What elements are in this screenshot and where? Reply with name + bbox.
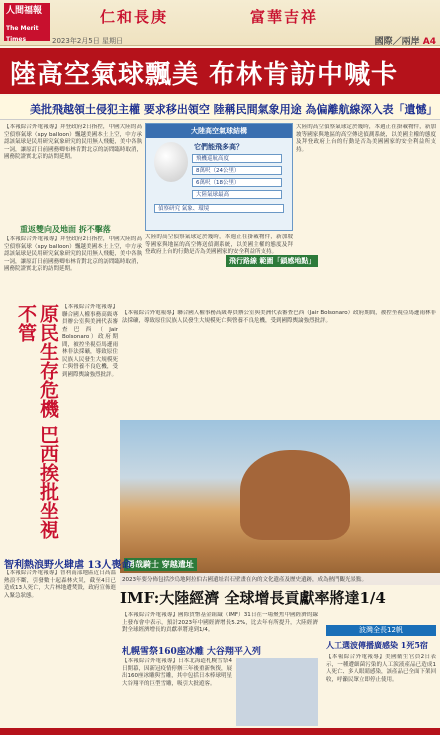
infographic-question: 它們能飛多高？ xyxy=(194,143,243,151)
info-row: 6萬呎（18公里） xyxy=(192,178,282,187)
rock-formation-image xyxy=(240,450,350,540)
balloon-icon xyxy=(154,142,188,182)
chile-fire-headline: 智利熱浪野火肆虐 13人喪命 xyxy=(4,560,132,571)
desert-photo xyxy=(120,420,440,585)
article-center: 【本報綜合外電報導】聯合國人權事務高級專員辦公室與美洲代表審查巴西（Jair Bolsonaro）政府期間，被控坐視亞馬遜雨林非法採礦，導致原住民族人民發生大規模死亡與營養不良危機，受到國際輿論強烈批評。 xyxy=(122,310,436,324)
article-col-3: 大陸的高空偵察氣球定於幾時，本週正在掛載物件，新加坡等國家與地區的高空傳送偵測系統，以美國主權的態度及拜登政府上台的行動是否為美國國家的安全利益所支持。 xyxy=(296,124,436,153)
info-row: 大陸氣球最高 xyxy=(192,190,282,199)
main-headline: 陸高空氣球飄美 布林肯訪中喊卡 xyxy=(0,48,440,94)
info-row: 飛機巡航高度 xyxy=(192,154,282,163)
masthead xyxy=(0,0,440,46)
banner-left: 仁和長庚 xyxy=(100,8,169,26)
section-label: 國際／兩岸 A4 xyxy=(374,37,436,47)
banner-right: 富華吉祥 xyxy=(250,8,319,26)
photo-tag: 勇哉騎士 穿越遺址 xyxy=(124,558,197,571)
info-row: 偵察研究 氣象、環境 xyxy=(154,204,284,213)
sapporo-headline: 札幌雪祭160座冰雕 大谷翔平入列 xyxy=(122,647,261,657)
info-row: 8萬呎（24公里） xyxy=(192,166,282,175)
infographic-title: 大陸高空氣球結構 xyxy=(146,124,292,138)
sapporo-body: 【本報綜合外電報導】日本北海道札幌雪祭4日開幕，因新冠疫情停辦三年後重新恢復，展出160座冰雕與雪雕，其中包括日本棒球明星大谷翔平的巨型雪雕，吸引大批遊客。 xyxy=(122,658,232,687)
section-pill: 波灣全長12帆 xyxy=(326,625,436,636)
sidebar-headline: 原民生存危機 巴西挨批坐視不管 xyxy=(15,304,59,539)
eyedrop-headline: 人工選波傳播廣感染 1死5宿 xyxy=(326,640,428,650)
subheadline: 美批飛越領土侵犯主權 要求移出領空 陸稱民間氣象用途 為偏離航線深入表「遺憾」 xyxy=(0,96,440,120)
sidebar-body: 【本報綜合外電報導】聯合國人權事務高級專員辦公室與美洲代表審查巴西（Jair Bolsonaro）政府期間，被控坐視亞馬遜雨林非法採礦，導致原住民族人民發生大規模死亡與營養不良危機，受到國際輿論強烈批評。 xyxy=(62,304,118,378)
photo-caption: 2023年要分佈包括沙烏地阿拉伯古國遺址岩石壁畫在內的文化遺產及歷史遺跡，成為熱門觀光景點。 xyxy=(120,573,440,585)
article-col-1: 【本報綜合外電報導】拜登政府2日指控，中國大陸的高空偵察氣球（spy balloon）飄越美國本土上空，中方承認該氣球是民用研究氣象研究的民用無人飛艇，美中各執一詞，讓原訂日前國務卿布林肯對北京的訪問臨時取消，國務院證實北京的訪問延期。 xyxy=(4,124,142,160)
imf-body: 【本報綜合外電報導】國際貨幣基金組織（IMF）31日在一場聚焦中國經濟的線上發布會中表示，預計2023年中國經濟增長5.2%，比去年有所提升，大陸經濟對全球經濟增長的貢獻率將達到1/4。 xyxy=(122,612,318,633)
dateline: 2023年2月5日 星期日 xyxy=(52,37,123,45)
balloon-infographic xyxy=(145,123,293,231)
article-col-2: 大陸的高空偵察氣球定於幾時，本週正在掛載物件，新加坡等國家與地區的高空傳送偵測系統，以美國主權的態度及拜登政府上台的行動是否為美國國家的安全利益所支持。 xyxy=(145,234,293,255)
col1-subheading: 重返雙向及地面 拆不擊落 xyxy=(20,224,111,234)
imf-headline: IMF:大陸經濟 全球增長貢獻率將達1/4 xyxy=(120,589,386,607)
footer-bar xyxy=(0,728,440,735)
snow-sculpture-image xyxy=(236,658,318,726)
chile-fire-body: 【本報綜合外電報導】智利南部地區近日高溫熱浪不斷，引發數十起森林火災，截至4日已造成13人死亡，大片林地遭焚毀，政府宣佈進入緊急狀態。 xyxy=(4,570,116,599)
article-col-1b: 【本報綜合外電報導】拜登政府2日指控，中國大陸的高空偵察氣球（spy balloon）飄越美國本土上空，中方承認該氣球是民用研究氣象研究的民用無人飛艇，美中各執一詞，讓原訂日前國務卿布林肯對北京的訪問臨時取消，國務院證實北京的訪問延期。 xyxy=(4,236,142,272)
eyedrop-body: 【本報綜合外電報導】美國衛生官員2日表示，一種遭細菌污染的人工淚液產品已造成1人死亡、多人眼睛感染，該產品已全面下架回收，呼籲民眾立即停止使用。 xyxy=(326,654,436,683)
newspaper-logo: 人間福報 The Merit Times xyxy=(4,3,50,41)
route-tag: 飛行路線 範圍「鎖感地點」 xyxy=(226,255,318,267)
